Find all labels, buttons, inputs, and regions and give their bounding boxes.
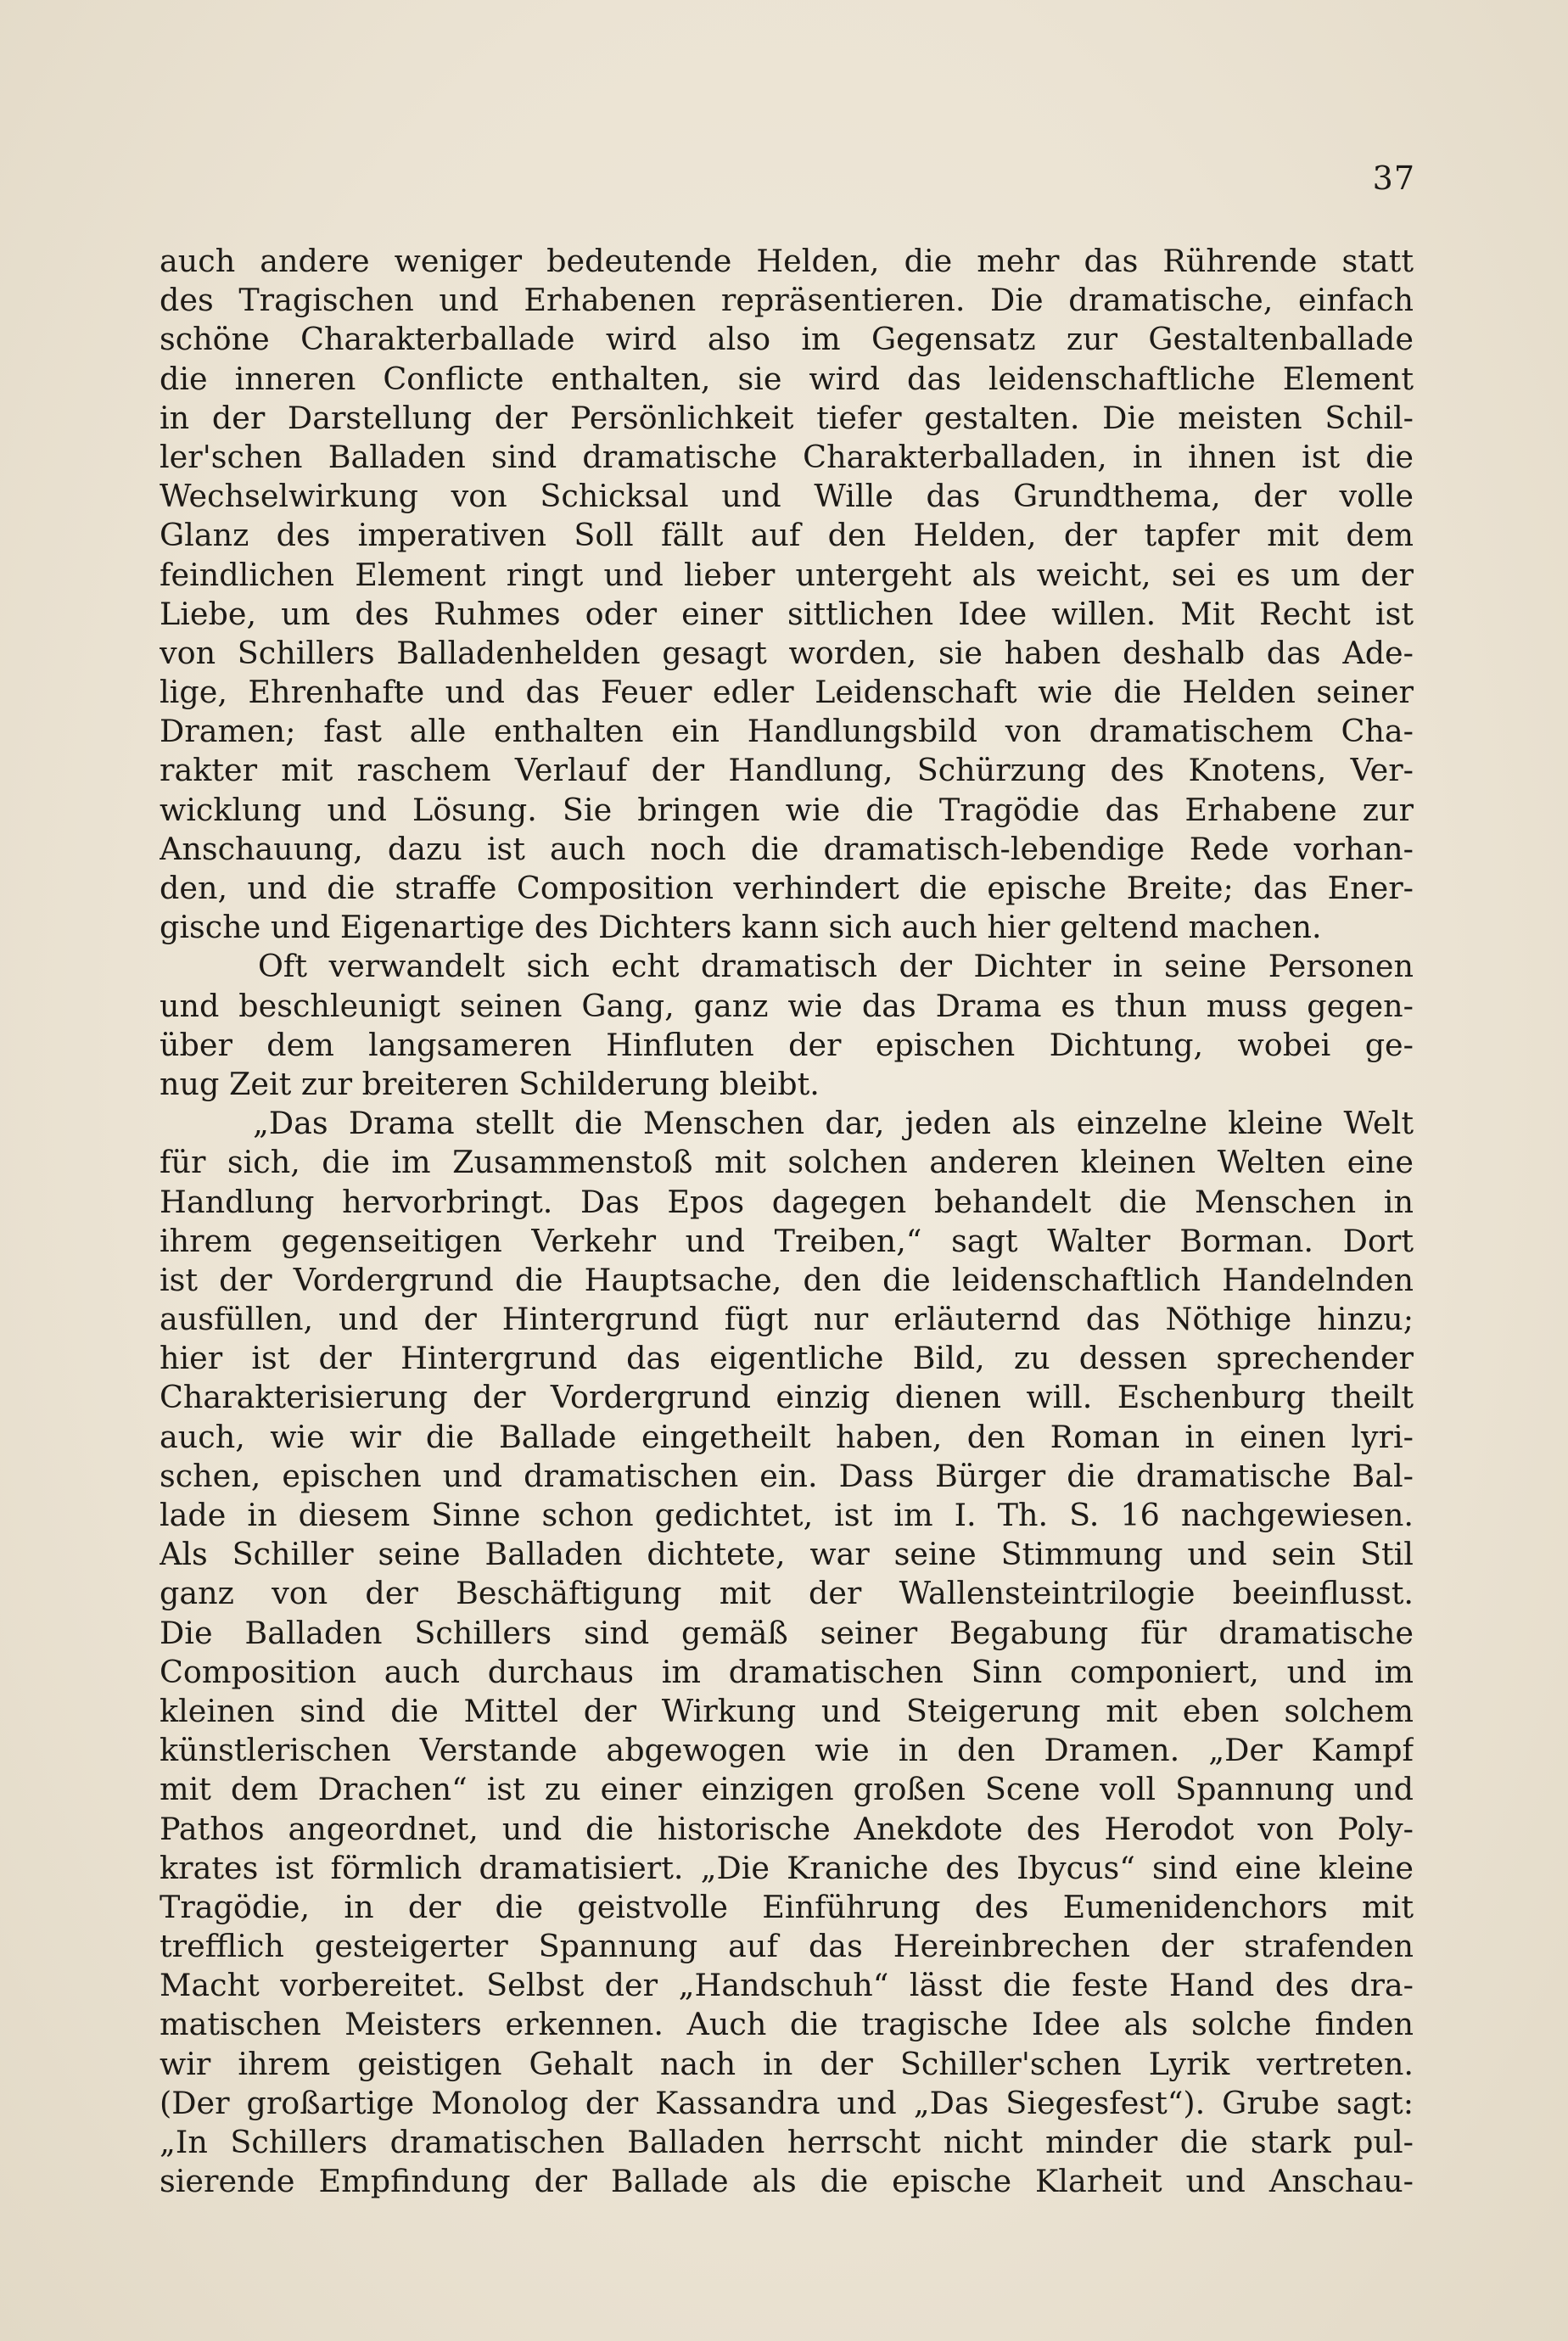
text-line: des Tragischen und Erhabenen repräsentieren. Die dramatische, einfach — [160, 282, 1414, 319]
body-text — [160, 242, 1414, 2201]
text-line: lige, Ehrenhafte und das Feuer edler Leidenschaft wie die Helden seiner — [160, 674, 1414, 711]
text-line: und beschleunigt seinen Gang, ganz wie das Drama es thun muss gegen- — [160, 987, 1414, 1024]
text-line: nug Zeit zur breiteren Schilderung bleibt. — [160, 1065, 820, 1102]
text-line: Als Schiller seine Balladen dichtete, war seine Stimmung und sein Stil — [160, 1536, 1414, 1573]
text-line: über dem langsameren Hinfluten der epischen Dichtung, wobei ge- — [160, 1026, 1414, 1063]
text-line: krates ist förmlich dramatisiert. „Die Kraniche des Ibycus“ sind eine kleine — [160, 1849, 1414, 1886]
text-line: kleinen sind die Mittel der Wirkung und Steigerung mit eben solchem — [160, 1692, 1414, 1729]
text-line: in der Darstellung der Persönlichkeit tiefer gestalten. Die meisten Schil- — [160, 399, 1414, 436]
text-line: Charakterisierung der Vordergrund einzig dienen will. Eschenburg theilt — [160, 1379, 1414, 1416]
text-line: hier ist der Hintergrund das eigentliche Bild, zu dessen sprechender — [160, 1340, 1414, 1377]
text-line: rakter mit raschem Verlauf der Handlung, Schürzung des Knotens, Ver- — [160, 752, 1414, 789]
text-line: Dramen; fast alle enthalten ein Handlungsbild von dramatischem Cha- — [160, 713, 1414, 750]
text-line: schen, epischen und dramatischen ein. Dass Bürger die dramatische Bal- — [160, 1457, 1414, 1494]
text-line: gische und Eigenartige des Dichters kann sich auch hier geltend machen. — [160, 909, 1322, 946]
page-number: 37 — [1372, 160, 1415, 197]
text-line: „Das Drama stellt die Menschen dar, jeden als einzelne kleine Welt — [253, 1105, 1414, 1142]
text-line: von Schillers Balladenhelden gesagt worden, sie haben deshalb das Ade- — [160, 634, 1414, 671]
text-line: lade in diesem Sinne schon gedichtet, ist im I. Th. S. 16 nachgewiesen. — [160, 1497, 1414, 1533]
text-line: für sich, die im Zusammenstoß mit solchen anderen kleinen Welten eine — [160, 1144, 1414, 1181]
text-line: ler'schen Balladen sind dramatische Charakterballaden, in ihnen ist die — [160, 438, 1414, 475]
text-line: Handlung hervorbringt. Das Epos dagegen behandelt die Menschen in — [160, 1183, 1414, 1220]
text-line: künstlerischen Verstande abgewogen wie in den Dramen. „Der Kampf — [160, 1732, 1414, 1769]
text-line: Die Balladen Schillers sind gemäß seiner Begabung für dramatische — [160, 1614, 1414, 1651]
text-line: Composition auch durchaus im dramatischen Sinn componiert, und im — [160, 1653, 1414, 1690]
text-line: auch andere weniger bedeutende Helden, die mehr das Rührende statt — [160, 243, 1414, 279]
text-line: matischen Meisters erkennen. Auch die tragische Idee als solche finden — [160, 2006, 1414, 2043]
text-line: mit dem Drachen“ ist zu einer einzigen großen Scene voll Spannung und — [160, 1771, 1414, 1808]
text-line: trefflich gesteigerter Spannung auf das Hereinbrechen der strafenden — [160, 1928, 1414, 1965]
text-line: auch, wie wir die Ballade eingetheilt haben, den Roman in einen lyri- — [160, 1418, 1414, 1455]
text-line: (Der großartige Monolog der Kassandra und „Das Siegesfest“). Grube sagt: — [160, 2084, 1414, 2121]
text-line: Glanz des imperativen Soll fällt auf den Helden, der tapfer mit dem — [160, 517, 1414, 554]
text-line: ihrem gegenseitigen Verkehr und Treiben,“ sagt Walter Borman. Dort — [160, 1222, 1414, 1259]
text-line: schöne Charakterballade wird also im Gegensatz zur Gestaltenballade — [160, 321, 1414, 358]
text-line: Anschauung, dazu ist auch noch die dramatisch-lebendige Rede vorhan- — [160, 830, 1414, 867]
text-line: Oft verwandelt sich echt dramatisch der Dichter in seine Personen — [258, 948, 1414, 985]
text-line: Liebe, um des Ruhmes oder einer sittlichen Idee willen. Mit Recht ist — [160, 595, 1414, 632]
text-line: die inneren Conflicte enthalten, sie wird das leidenschaftliche Element — [160, 360, 1414, 397]
text-line: Tragödie, in der die geistvolle Einführung des Eumenidenchors mit — [160, 1888, 1414, 1925]
text-line: feindlichen Element ringt und lieber untergeht als weicht, sei es um der — [160, 556, 1414, 593]
text-line: sierende Empfindung der Ballade als die epische Klarheit und Anschau- — [160, 2163, 1414, 2200]
text-line: den, und die straffe Composition verhindert die epische Breite; das Ener- — [160, 870, 1414, 906]
text-line: „In Schillers dramatischen Balladen herrscht nicht minder die stark pul- — [160, 2124, 1414, 2160]
text-line: Wechselwirkung von Schicksal und Wille das Grundthema, der volle — [160, 478, 1414, 515]
text-line: ganz von der Beschäftigung mit der Wallensteintrilogie beeinflusst. — [160, 1575, 1414, 1612]
text-line: ausfüllen, und der Hintergrund fügt nur erläuternd das Nöthige hinzu; — [160, 1301, 1414, 1338]
text-line: Macht vorbereitet. Selbst der „Handschuh“ lässt die feste Hand des dra- — [160, 1967, 1414, 2004]
text-line: Pathos angeordnet, und die historische Anekdote des Herodot von Poly- — [160, 1810, 1414, 1847]
text-line: ist der Vordergrund die Hauptsache, den die leidenschaftlich Handelnden — [160, 1261, 1414, 1298]
text-line: wir ihrem geistigen Gehalt nach in der Schiller'schen Lyrik vertreten. — [160, 2045, 1414, 2082]
text-line: wicklung und Lösung. Sie bringen wie die Tragödie das Erhabene zur — [160, 791, 1414, 828]
